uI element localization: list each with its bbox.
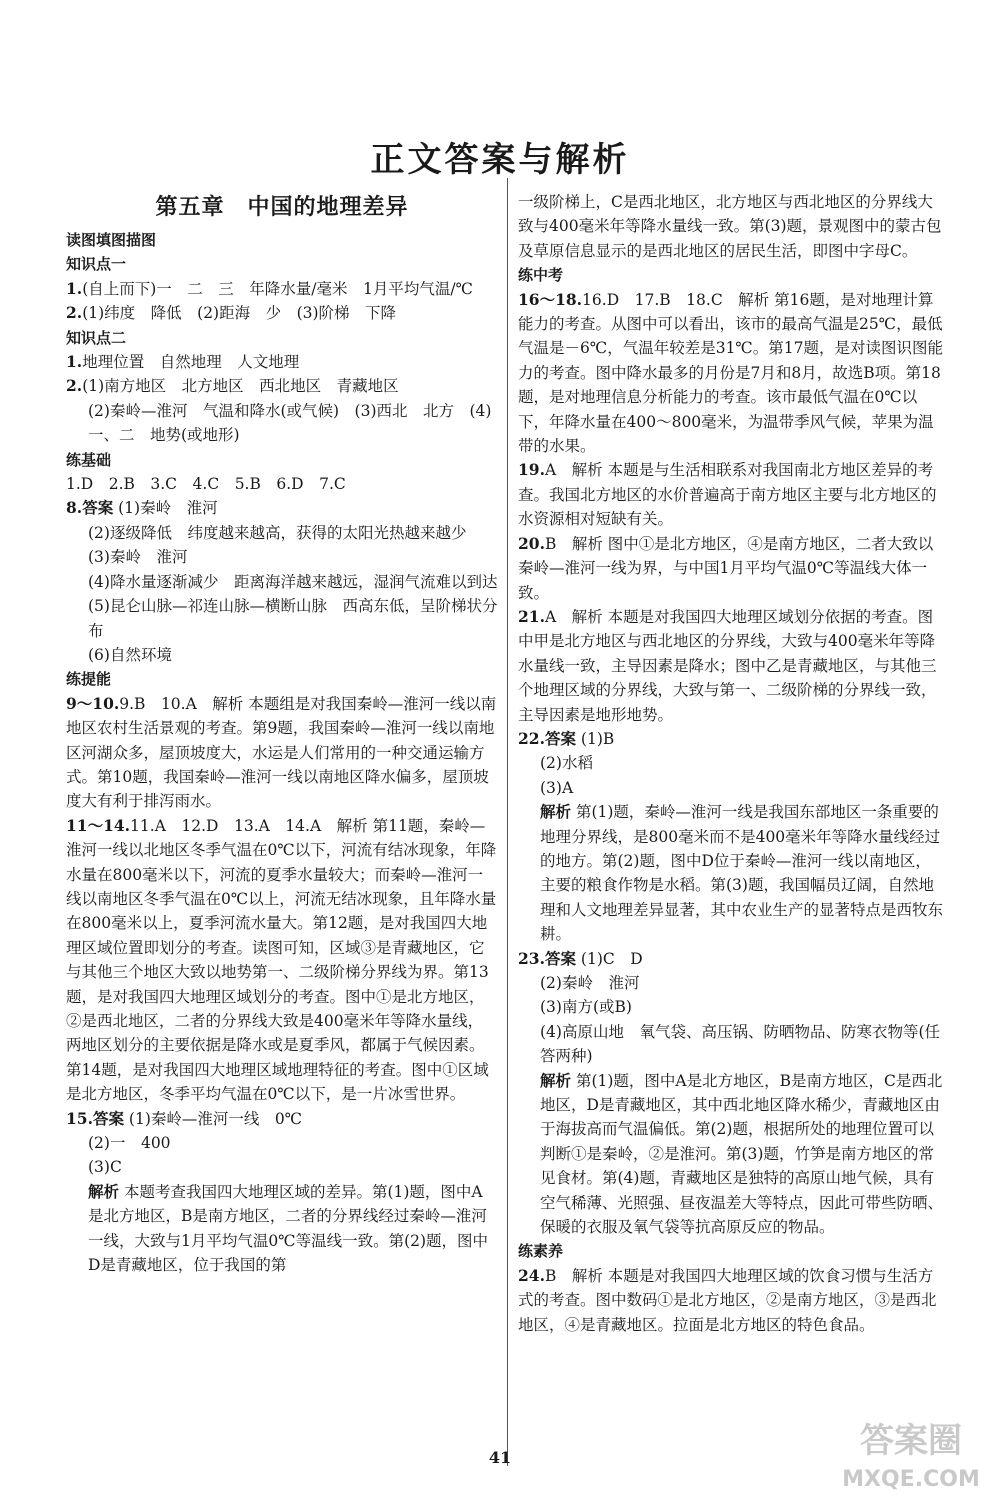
answer-line xyxy=(66,594,498,643)
answer-text: (6)自然环境 xyxy=(88,645,172,664)
answer-text: 本题考查我国四大地理区域的差异。第(1)题，图中A是北方地区，B是南方地区，二者的分界线经过秦岭—淮河一线，大致与1月平均气温0℃等温线一致。第(2)题，图中D是青藏地区，位于我国的第 xyxy=(88,1182,489,1275)
answer-text: (3)南方(或B) xyxy=(540,998,632,1017)
question-number: 19. xyxy=(518,460,545,480)
answer-text: (3)C xyxy=(88,1158,122,1177)
section-heading: 练提能 xyxy=(66,670,112,689)
question-number: 21. xyxy=(518,606,545,626)
answer-text: (2)一 400 xyxy=(88,1134,171,1153)
answer-text: 11.A 12.D 13.A 14.A 解析 第11题，秦岭—淮河一线以北地区冬季气温在0℃以下，河流有结冰现象，年降水量在800毫米以下，河流的夏季水量较大；而秦岭—淮河一线以南地区冬季气温在0℃以上，河流无结冰现象，且年降水量在800毫米以上，夏季河流水量大。第12题，是对我国四大地理区域位置即划分的考查。读图可知，区域③是青藏地区，它与其他三个地区大致以地势第一、二级阶梯分界线为界。第13题，是对我国四大地理区域划分的考查。图中①是北方地区，②是西北地区，二者的分界线大致是400毫米年等降水量线，两地区划分的主要依据是降水或是夏季风，都属于气候因素。第14题，是对我国四大地理区域地理特征的考查。图中①区域是北方地区，冬季平均气温在0℃以下，是一片冰雪世界。 xyxy=(66,816,497,1104)
answer-text: 1.D 2.B 3.C 4.C 5.B 6.D 7.C xyxy=(66,475,346,494)
answer-item xyxy=(66,692,498,814)
watermark-line1: 答案圈 xyxy=(860,1421,962,1461)
question-number: 2. xyxy=(66,303,83,323)
answer-item xyxy=(518,532,946,605)
question-number: 24. xyxy=(518,1265,545,1285)
answer-text: (1)秦岭—淮河一线 0℃ xyxy=(123,1109,303,1128)
question-number: 1. xyxy=(66,278,83,298)
answer-line xyxy=(518,1020,946,1069)
answer-item xyxy=(518,288,946,459)
section-heading: 知识点二 xyxy=(66,328,127,347)
answer-text: (自上而下)一 二 三 年降水量/毫米 1月平均气温/℃ xyxy=(82,279,473,298)
question-number: 9～10. xyxy=(66,693,120,713)
answer-line xyxy=(518,995,946,1019)
question-number: 16～18. xyxy=(518,289,583,309)
answer-text: (5)昆仑山脉—祁连山脉—横断山脉 西高东低，呈阶梯状分布 xyxy=(88,597,498,640)
left-column xyxy=(66,190,498,1277)
answer-line xyxy=(66,1131,498,1155)
answer-label: 解析 xyxy=(540,803,572,822)
question-number: 20. xyxy=(518,533,545,553)
answer-text: B 解析 图中①是北方地区，④是南方地区，二者大致以秦岭—淮河一线为界，与中国1月平均气温0℃等温线大体一致。 xyxy=(518,534,934,602)
answer-item xyxy=(66,301,498,325)
question-number: 15. xyxy=(66,1108,93,1128)
answer-item xyxy=(66,472,498,496)
answer-item xyxy=(518,727,946,751)
answer-item xyxy=(66,1107,498,1131)
answer-label: 答案 xyxy=(544,729,576,748)
answer-line xyxy=(518,776,946,800)
answer-line xyxy=(518,190,946,263)
section-heading: 读图填图描图 xyxy=(66,231,157,249)
right-column xyxy=(518,190,946,1337)
left-column-body xyxy=(66,228,498,1277)
answer-text: A 解析 本题是与生活相联系对我国南北方地区差异的考查。我国北方地区的水价普遍高于南方地区主要与北方地区的水资源相对短缺有关。 xyxy=(518,461,937,529)
answer-text: (4)高原山地 氧气袋、高压锅、防晒物品、防寒衣物等(任答两种) xyxy=(540,1022,941,1066)
answer-text: 9.B 10.A 解析 本题组是对我国秦岭—淮河一线以南地区农村生活景观的考查。第9题，我国秦岭—淮河一线以南地区河湖众多，屋顶坡度大，水运是人们常用的一种交通运输方式。第10题，我国秦岭—淮河一线以南地区降水偏多，屋顶坡度大有利于排泻雨水。 xyxy=(66,694,497,811)
answer-text: (2)水稻 xyxy=(540,754,593,773)
answer-line xyxy=(518,800,946,946)
answer-text: A 解析 本题是对我国四大地理区域划分依据的考查。图中甲是北方地区与西北地区的分界线，大致与400毫米年等降水量线一致，主导因素是降水；图中乙是青藏地区，与其他三个地理区域的分界线，大致与第一、二级阶梯的分界线一致，主导因素是地形地势。 xyxy=(518,607,937,724)
answer-text: (1)C D xyxy=(575,949,643,968)
answer-text: 一级阶梯上，C是西北地区，北方地区与西北地区的分界线大致与400毫米年等降水量线一致。第(3)题，景观图中的蒙古包及草原信息显示的是西北地区的居民生活，即图中字母C。 xyxy=(518,193,942,260)
answer-text: (3)秦岭 淮河 xyxy=(88,548,188,567)
answer-line xyxy=(66,545,498,569)
answer-label: 答案 xyxy=(82,499,114,518)
answer-line xyxy=(518,1069,946,1240)
chapter-title: 第五章 中国的地理差异 xyxy=(155,194,409,220)
answer-line xyxy=(66,570,498,594)
answer-line xyxy=(66,521,498,545)
question-number: 22. xyxy=(518,728,545,748)
answer-text: 16.D 17.B 18.C 解析 第16题，是对地理计算能力的考查。从图中可以看出，该市的最高气温是25℃，最低气温是－6℃，气温年较差是31℃。第17题，是对读图识图能力的考查。图中降水最多的月份是7月和8月，故选B项。第18题，是对地理信息分析能力的考查。该市最低气温在0℃以下，年降水量在400～800毫米，为温带季风气候，苹果为温带的水果。 xyxy=(518,290,943,456)
answer-text: (1)纬度 降低 (2)距海 少 (3)阶梯 下降 xyxy=(82,304,397,323)
answer-text: (1)南方地区 北方地区 西北地区 青藏地区 xyxy=(82,377,399,396)
answer-text: (2)秦岭 淮河 xyxy=(540,974,640,992)
question-number: 11～14. xyxy=(66,815,131,835)
answer-text: (1)秦岭 淮河 xyxy=(113,499,218,518)
answer-text: 第(1)题，秦岭—淮河一线是我国东部地区一条重要的地理分界线，是800毫米而不是400毫米年等降水量线经过的地方。第(2)题，图中D位于秦岭—淮河一线以南地区，主要的粮食作物是水稻。第(3)题，我国幅员辽阔，自然地理和人文地理差异显著，其中农业生产的显著特点是西牧东耕。 xyxy=(540,803,944,944)
answer-line xyxy=(66,399,498,448)
answer-item xyxy=(66,814,498,1107)
answer-label: 答案 xyxy=(92,1109,124,1128)
section-heading: 练中考 xyxy=(518,266,564,285)
answer-text: (3)A xyxy=(540,778,574,797)
answer-label: 解析 xyxy=(88,1182,120,1201)
answer-item xyxy=(66,496,498,520)
answer-text: (2)秦岭—淮河 气温和降水(或气候) (3)西北 北方 (4)一、二 地势(或地形) xyxy=(88,401,492,445)
column-divider xyxy=(507,178,508,1466)
page-title: 正文答案与解析 xyxy=(370,140,630,180)
question-number: 23. xyxy=(518,948,545,968)
question-number: 8. xyxy=(66,498,83,518)
answer-line xyxy=(66,643,498,667)
answer-item xyxy=(66,350,498,374)
answer-item xyxy=(66,277,498,301)
answer-label: 解析 xyxy=(540,1071,572,1090)
answer-line xyxy=(66,1155,498,1179)
section-heading: 练素养 xyxy=(518,1242,564,1261)
watermark-line2: MXQE.COM xyxy=(842,1467,980,1492)
answer-line xyxy=(518,971,946,995)
answer-item xyxy=(66,374,498,398)
answer-text: 地理位置 自然地理 人文地理 xyxy=(82,353,300,372)
answer-label: 答案 xyxy=(544,949,576,968)
answer-line xyxy=(66,1180,498,1278)
right-column-body xyxy=(518,190,946,1337)
section-heading: 知识点一 xyxy=(66,255,127,274)
question-number: 2. xyxy=(66,376,83,396)
answer-item xyxy=(518,458,946,531)
answer-item xyxy=(518,1264,946,1337)
question-number: 1. xyxy=(66,352,83,372)
answer-text: 第(1)题，图中A是北方地区，B是南方地区，C是西北地区，D是青藏地区，其中西北地区降水稀少，青藏地区由于海拔高而气温偏低。第(2)题，根据所处的地理位置可以判断①是秦岭，②是淮河。第(3)题，竹笋是南方地区的常见食材。第(4)题，青藏地区是独特的高原山地气候，具有空气稀薄、光照强、昼夜温差大等特点，因此可带些防晒、保暖的衣服及氧气袋等抗高原反应的物品。 xyxy=(540,1071,944,1237)
section-heading: 练基础 xyxy=(66,450,112,469)
answer-line xyxy=(518,751,946,775)
page-number: 41 xyxy=(488,1448,512,1467)
answer-item xyxy=(518,947,946,971)
watermark-logo xyxy=(836,1408,986,1498)
answer-text: (1)B xyxy=(575,729,615,748)
answer-item xyxy=(518,605,946,727)
answer-text: (4)降水量逐渐减少 距离海洋越来越远，湿润气流难以到达 xyxy=(88,572,498,591)
answer-text: (2)逐级降低 纬度越来越高，获得的太阳光热越来越少 xyxy=(88,523,467,542)
answer-text: B 解析 本题是对我国四大地理区域的饮食习惯与生活方式的考查。图中数码①是北方地区，②是南方地区，③是西北地区，④是青藏地区。拉面是北方地区的特色食品。 xyxy=(518,1266,937,1334)
